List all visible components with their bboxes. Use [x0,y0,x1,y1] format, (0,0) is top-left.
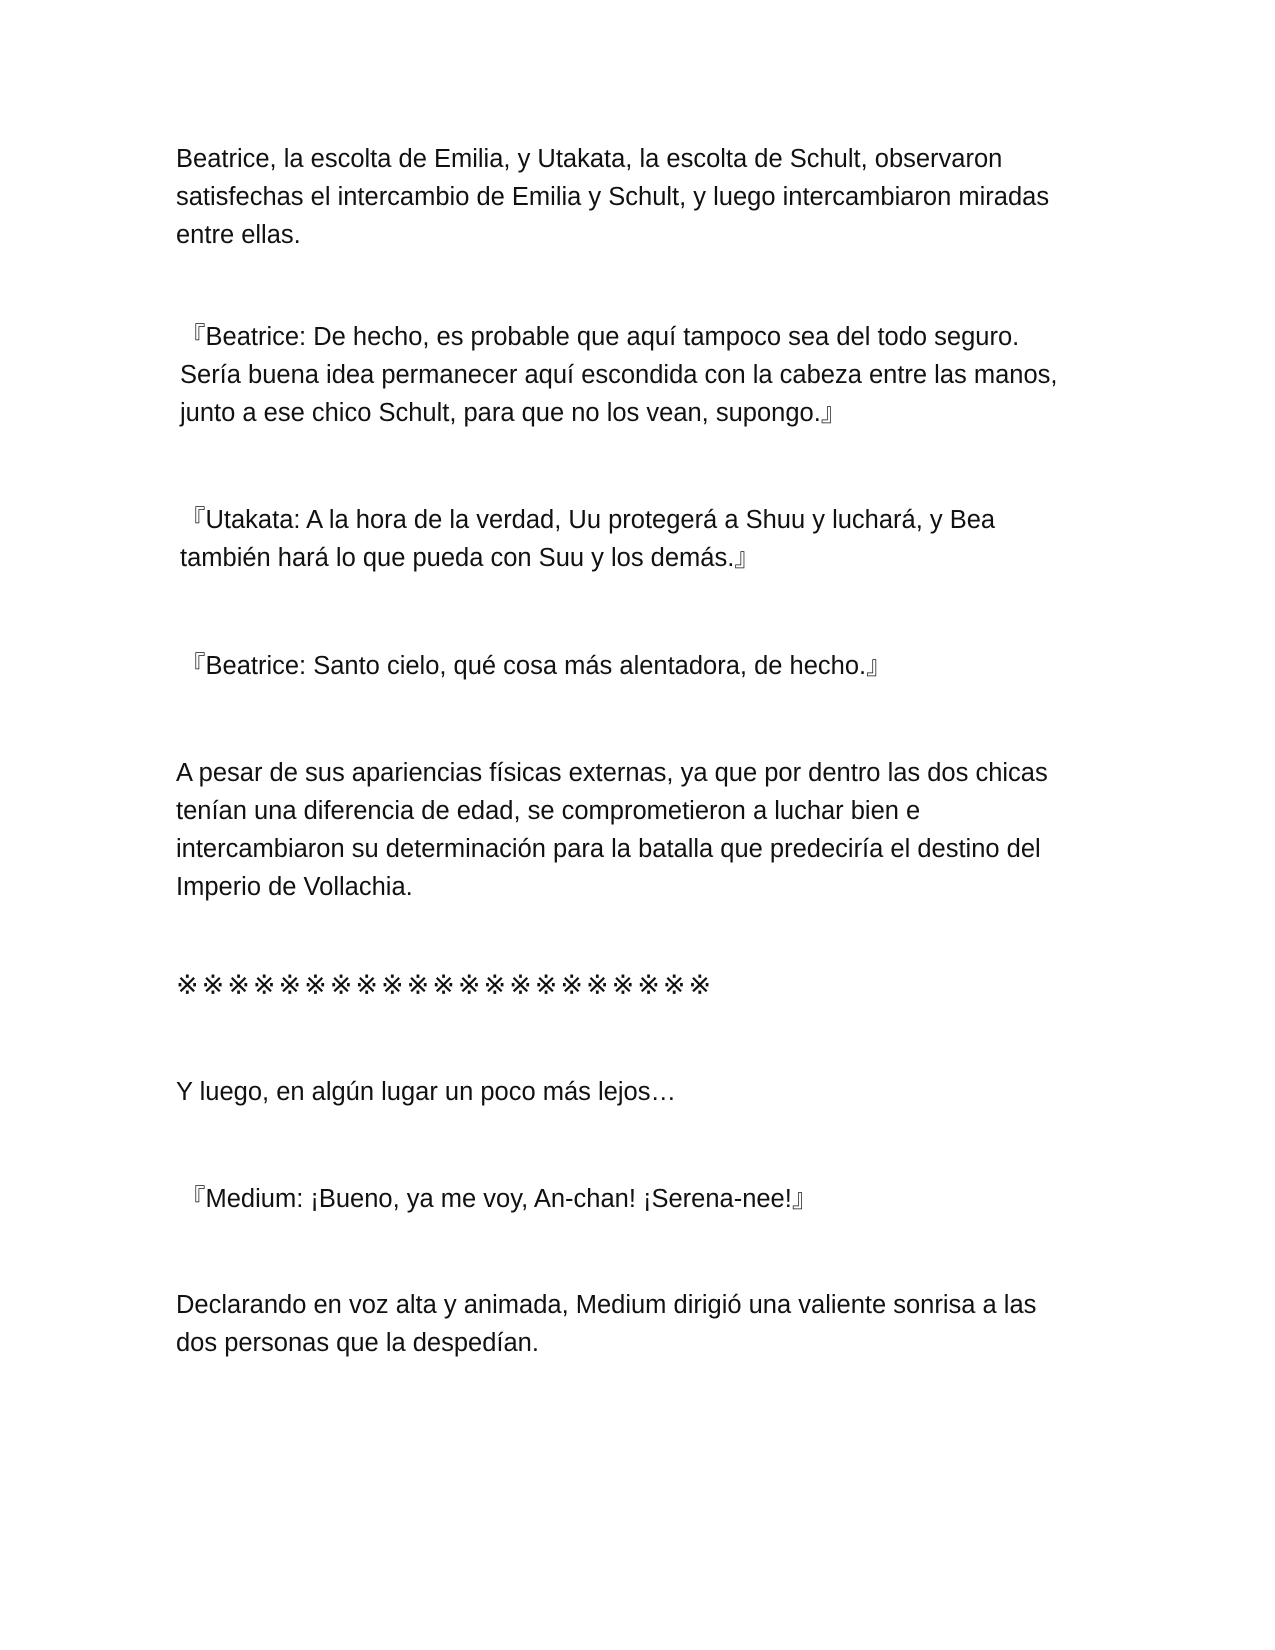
dialogue-medium [180,1180,1100,1218]
text-line: Imperio de Vollachia. [176,873,413,901]
text-line: A pesar de sus apariencias físicas externas, ya que por dentro las dos chicas [176,759,1048,787]
text-line: 『Beatrice: Santo cielo, qué cosa más alentadora, de hecho.』 [180,652,892,680]
text-line: también hará lo que pueda con Suu y los demás.』 [180,544,760,572]
text-line: satisfechas el intercambio de Emilia y Schult, y luego intercambiaron miradas [176,183,1050,211]
text-line: entre ellas. [176,221,301,249]
narration-paragraph-4 [176,1286,1096,1362]
narration-paragraph-2 [176,754,1096,906]
text-line: tenían una diferencia de edad, se comprometieron a luchar bien e [176,797,921,825]
text-line: junto a ese chico Schult, para que no los vean, supongo.』 [180,399,847,427]
text-line: intercambiaron su determinación para la batalla que predeciría el destino del [176,835,1041,863]
scene-separator: ※※※※※※※※※※※※※※※※※※※※※ [176,970,715,1001]
text-line: 『Medium: ¡Bueno, ya me voy, An-chan! ¡Serena-nee!』 [180,1185,818,1213]
text-line: Sería buena idea permanecer aquí escondida con la cabeza entre las manos, [180,361,1058,389]
text-line: dos personas que la despedían. [176,1329,539,1357]
dialogue-beatrice-2 [180,647,1100,685]
dialogue-utakata [180,501,1100,577]
narration-paragraph-1 [176,140,1096,254]
text-line: 『Utakata: A la hora de la verdad, Uu protegerá a Shuu y luchará, y Bea [180,506,996,534]
text-line: Y luego, en algún lugar un poco más lejos… [176,1078,676,1106]
text-line: 『Beatrice: De hecho, es probable que aquí tampoco sea del todo seguro. [180,323,1020,351]
narration-paragraph-3 [176,1073,1096,1111]
text-line: Declarando en voz alta y animada, Medium dirigió una valiente sonrisa a las [176,1291,1037,1319]
dialogue-beatrice-1 [180,318,1100,432]
text-line: Beatrice, la escolta de Emilia, y Utakata, la escolta de Schult, observaron [176,145,1003,173]
